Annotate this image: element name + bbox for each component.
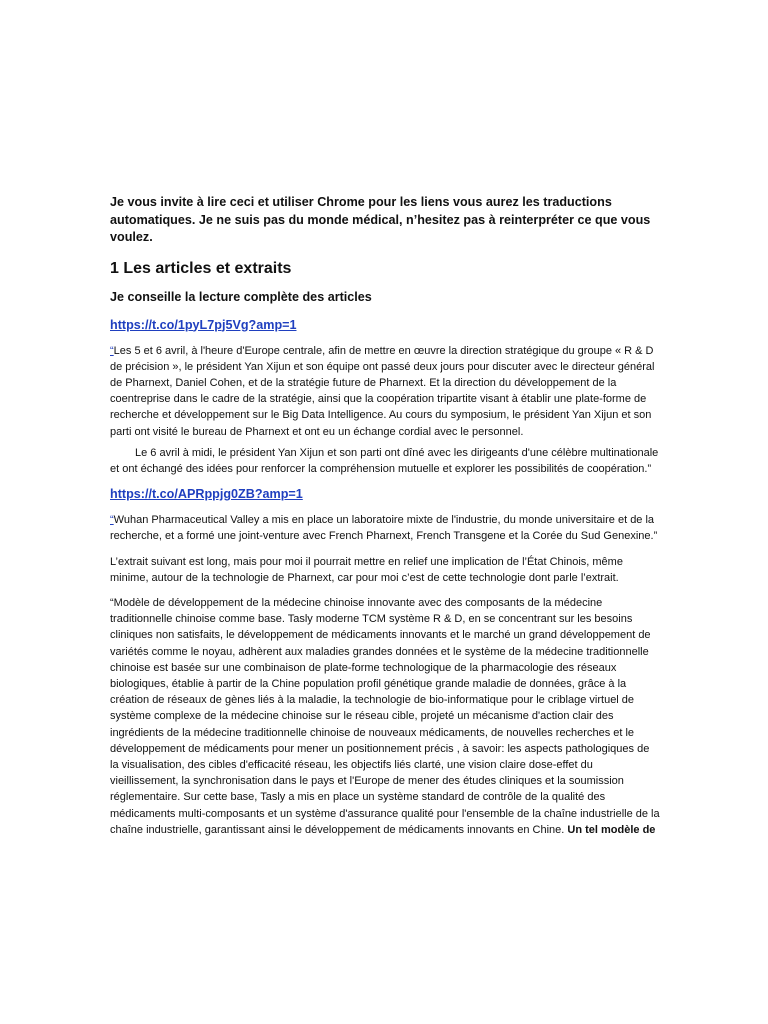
quote-2-paragraph xyxy=(110,512,660,544)
intro-paragraph: Je vous invite à lire ceci et utiliser Chrome pour les liens vous aurez les traductions automatiques. Je ne suis pas du monde médical, n’hesitez pas à reinterpréter ce que vous voulez. xyxy=(110,195,651,244)
article-link-1[interactable]: https://t.co/1pyL7pj5Vg?amp=1 xyxy=(110,317,297,332)
article-link-2[interactable]: https://t.co/APRppjg0ZB?amp=1 xyxy=(110,487,303,502)
quote-3-bold-tail: Un tel modèle de xyxy=(567,823,656,836)
quote-3-text: “Modèle de développement de la médecine chinoise innovante avec des composants de la médecine traditionnelle chinoise comme base. Tasly moderne TCM système R & D, en se concentrant sur les besoins cliniques non satisfaits, le développement de médicaments innovants et le marché un grand développement de variétés comme le noyau, adhèrent aux maladies grandes données et le système de la médecine traditionnelle chinoise est basée sur une combinaison de plate-forme technologique de la pharmacologie des réseaux biologiques, établie à partir de la Chine population profil génétique grande maladie de données, grâce à la création de réseaux de gènes liés à la maladie, la technologie de bio-informatique pour le criblage virtuel de système complexe de la médecine chinoise sur le réseau cible, projeté un mécanisme d'action clair des ingrédients de la médecine traditionnelle chinoise de nouveaux médicaments, de nouvelles recherches et le développement de médicaments pour mener un positionnement précis , à savoir: les aspects pathologiques de la visualisation, des cibles d'efficacité réseau, les objectifs liés clarté, une vision claire dose-effet du vieillissement, la synchronisation dans le pays et l'Europe de mener des études cliniques et la soumission réglementaire. Sur cette base, Tasly a mis en place un système standard de contrôle de la qualité des médicaments multi-composants et un système d'assurance qualité pour l'ensemble de la chaîne industrielle de la chaîne industrielle, garantissant ainsi le développement de médicaments innovants en Chine. xyxy=(110,596,660,836)
quote-2-open-mark: “ xyxy=(110,514,114,527)
section-heading: 1 Les articles et extraits xyxy=(110,259,292,277)
quote-1-open-mark: “ xyxy=(110,344,114,357)
recommendation-text: Je conseille la lecture complète des articles xyxy=(110,289,372,304)
quote-1-paragraph-2: Le 6 avril à midi, le président Yan Xijun et son parti ont dîné avec les dirigeants d'une célèbre multinationale et ont échangé des idées pour renforcer la compréhension mutuelle et explorer les possibilités de coopération.” xyxy=(110,446,659,475)
quote-1-paragraph-1 xyxy=(110,343,660,440)
document-page xyxy=(110,194,660,847)
quote-2-text: Wuhan Pharmaceutical Valley a mis en place un laboratoire mixte de l'industrie, du monde universitaire et de la recherche, et a formé une joint-venture avec French Pharnext, French Transgene et la Corée du Sud Genexine.” xyxy=(110,514,658,543)
quote-3-paragraph xyxy=(110,595,660,838)
commentary-paragraph: L’extrait suivant est long, mais pour moi il pourrait mettre en relief une implication de l’État Chinois, même minime, autour de la technologie de Pharnext, car pour moi c’est de cette technologie dont parle l’extrait. xyxy=(110,555,623,584)
quote-1-text: Les 5 et 6 avril, à l'heure d'Europe centrale, afin de mettre en œuvre la direction stratégique du groupe « R & D de précision », le président Yan Xijun et son équipe ont passé deux jours pour discuter avec le directeur général de Pharnext, Daniel Cohen, et de la stratégie future de Pharnext. Et la direction du développement de la coentreprise dans le cadre de la stratégie, ainsi que la coopération tripartite visant à établir une plate-forme de recherche et développement sur le Big Data Intelligence. Au cours du symposium, le président Yan Xijun et son parti ont visité le bureau de Pharnext et ont eu un échange cordial avec le personnel. xyxy=(110,344,655,438)
